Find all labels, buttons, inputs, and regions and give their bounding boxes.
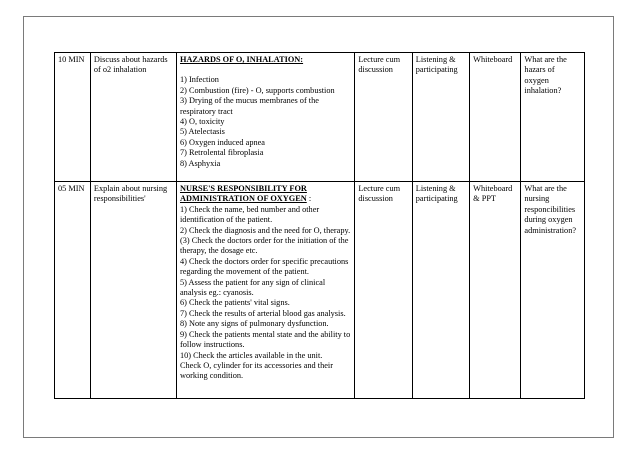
content-line: 3) Drying of the mucus membranes of the respiratory tract [179, 96, 319, 116]
av-aids-cell: Whiteboard [470, 53, 521, 182]
teaching-method-cell: Lecture cum discussion [355, 53, 412, 182]
content-heading-suffix: : [306, 194, 312, 204]
content-cell [176, 182, 354, 399]
content-line: 7) Retrolental fibroplasia [179, 148, 264, 158]
content-line: 5) Assess the patient for any sign of clinical analysis eg.: cyanosis. [179, 277, 326, 298]
content-line: 5) Atelectasis [179, 127, 225, 137]
table-row [55, 182, 585, 399]
evaluation-cell: What are the hazars of oxygen inhalation? [521, 53, 585, 182]
content-line: 7) Check the results of arterial blood gas analysis. [179, 308, 346, 318]
content-line: 1) Check the name, bed number and other identification of the patient. [179, 204, 320, 225]
learning-activity-cell: Listening & participating [412, 182, 469, 399]
table-row [55, 53, 585, 182]
content-line: (3) Check the doctors order for the initiation of the therapy, the dosage etc. [179, 236, 349, 256]
time-cell: 05 MIN [55, 182, 91, 399]
evaluation-cell: What are the nursing responcibilities during oxygen administration? [521, 182, 585, 399]
content-line: 9) Check the patients mental state and the ability to follow instructions. [179, 329, 351, 350]
content-heading-line [180, 184, 351, 205]
lesson-plan-table [54, 52, 585, 399]
learning-activity-cell: Listening & participating [412, 53, 469, 182]
content-line: 4) O, toxicity [179, 117, 225, 127]
content-line: 6) Check the patients' vital signs. [179, 298, 290, 308]
content-line: Check O, cylinder for its accessories and their working condition. [179, 360, 333, 381]
content-line: 8) Asphyxia [179, 158, 221, 168]
content-line: 8) Note any signs of pulmonary dysfunction. [179, 319, 329, 329]
content-cell [176, 53, 354, 182]
objective-cell: Explain about nursing responsibilities' [90, 182, 176, 399]
teaching-method-cell: Lecture cum discussion [355, 182, 412, 399]
av-aids-cell: Whiteboard & PPT [470, 182, 521, 399]
content-heading: HAZARDS OF O, INHALATION: [179, 55, 304, 64]
content-line: 2) Combustion (fire) - O, supports combustion [179, 85, 335, 95]
spacer [180, 65, 351, 75]
content-heading: NURSE'S RESPONSIBILITY FOR ADMINISTRATION OF OXYGEN [179, 184, 307, 204]
content-line: 4) Check the doctors order for specific precautions regarding the movement of the patient. [179, 256, 349, 277]
time-cell: 10 MIN [55, 53, 91, 182]
content-line: 6) Oxygen induced apnea [179, 137, 265, 147]
content-line: 10) Check the articles available in the unit. [179, 350, 323, 360]
content-line: 1) Infection [179, 75, 219, 85]
objective-cell: Discuss about hazards of o2 inhalation [90, 53, 176, 182]
content-line: 2) Check the diagnosis and the need for O, therapy. [179, 225, 351, 235]
